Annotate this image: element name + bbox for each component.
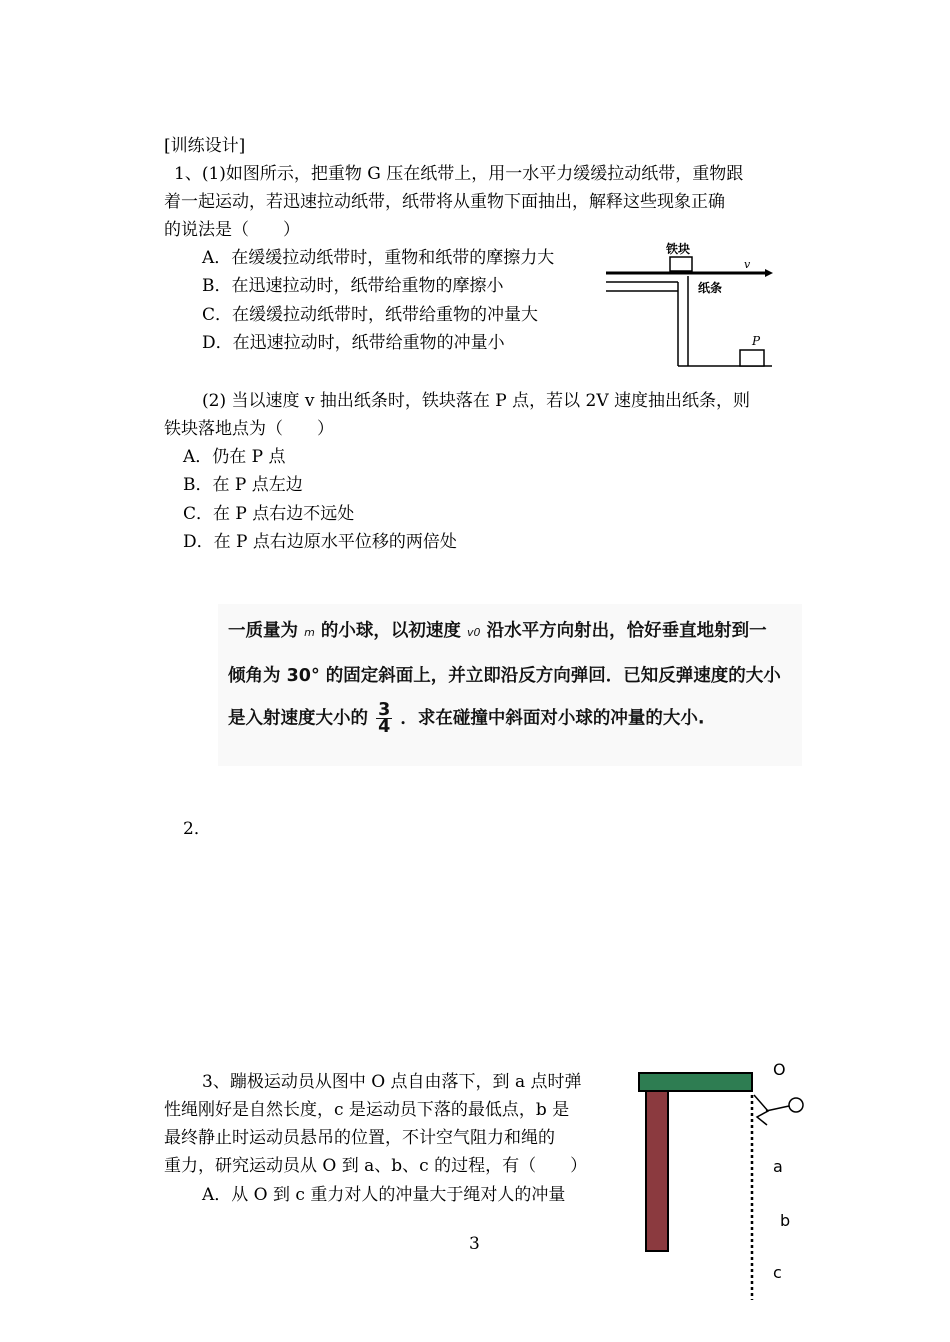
- q3-stem-line-4: 重力，研究运动员从 O 到 a、b、c 的过程，有（ ）: [164, 1156, 588, 1176]
- q2-image-line-3: 是入射速度大小的 $\frac{3}{4}$ ．求在碰撞中斜面对小球的冲量的大小.: [228, 700, 705, 737]
- q1-part2-option-d: D．在 P 点右边原水平位移的两倍处: [183, 532, 457, 552]
- q3-stem-line-1: 3、蹦极运动员从图中 O 点自由落下，到 a 点时弹: [202, 1072, 582, 1092]
- q3-stem-line-3: 最终静止时运动员悬吊的位置，不计空气阻力和绳的: [164, 1128, 555, 1148]
- section-title: [训练设计]: [164, 136, 246, 156]
- point-p-label: P: [752, 334, 761, 348]
- point-b-label: b: [780, 1211, 791, 1230]
- q1-option-b: B．在迅速拉动时，纸带给重物的摩擦小: [202, 276, 504, 296]
- block-label: 铁块: [666, 242, 691, 256]
- q1-option-a: A．在缓缓拉动纸带时，重物和纸带的摩擦力大: [202, 248, 555, 268]
- bungee-diagram: [630, 1055, 820, 1300]
- q1-part2-option-c: C．在 P 点右边不远处: [183, 504, 355, 524]
- mass-symbol: m: [304, 626, 315, 639]
- q1-part2-option-a: A．仍在 P 点: [183, 447, 286, 467]
- q1-part2-stem-line-2: 铁块落地点为（ ）: [164, 419, 334, 439]
- q1-figure: [600, 240, 785, 375]
- point-o-label: O: [773, 1060, 786, 1079]
- q1-option-c: C．在缓缓拉动纸带时，纸带给重物的冲量大: [202, 305, 539, 325]
- q3-stem-line-2: 性绳刚好是自然长度，c 是运动员下落的最低点，b 是: [164, 1100, 570, 1120]
- q2-problem-image: [218, 604, 802, 766]
- q1-stem-line-2: 着一起运动，若迅速拉动纸带，纸带将从重物下面抽出，解释这些现象正确: [164, 192, 725, 212]
- q1-option-d: D．在迅速拉动时，纸带给重物的冲量小: [202, 333, 505, 353]
- q2-image-line-1: 一质量为 m 的小球，以初速度 v0 沿水平方向射出，恰好垂直地射到一: [228, 621, 767, 641]
- q2-image-line-2: 倾角为 30° 的固定斜面上，并立即沿反方向弹回．已知反弹速度的大小: [228, 666, 781, 686]
- q3-option-a: A．从 O 到 c 重力对人的冲量大于绳对人的冲量: [202, 1185, 566, 1205]
- point-a-label: a: [773, 1157, 783, 1176]
- q3-figure: [630, 1055, 820, 1300]
- velocity-label: v: [744, 258, 751, 271]
- velocity-symbol: v0: [467, 626, 481, 639]
- q2-number: 2．: [183, 819, 211, 839]
- q1-stem-line-1: 1、(1)如图所示，把重物 G 压在纸带上，用一水平力缓缓拉动纸带，重物跟: [174, 164, 744, 184]
- point-c-label: c: [773, 1263, 782, 1282]
- q1-part2-stem-line-1: (2) 当以速度 v 抽出纸条时，铁块落在 P 点，若以 2V 速度抽出纸条，则: [202, 391, 751, 411]
- fraction-three-quarters: $\frac{3}{4}$: [378, 700, 391, 737]
- q1-part2-option-b: B．在 P 点左边: [183, 475, 303, 495]
- q1-stem-line-3: 的说法是（ ）: [164, 220, 300, 240]
- page-number: 3: [469, 1234, 480, 1254]
- table-strip-diagram: [600, 240, 785, 375]
- strip-label: 纸条: [698, 281, 723, 295]
